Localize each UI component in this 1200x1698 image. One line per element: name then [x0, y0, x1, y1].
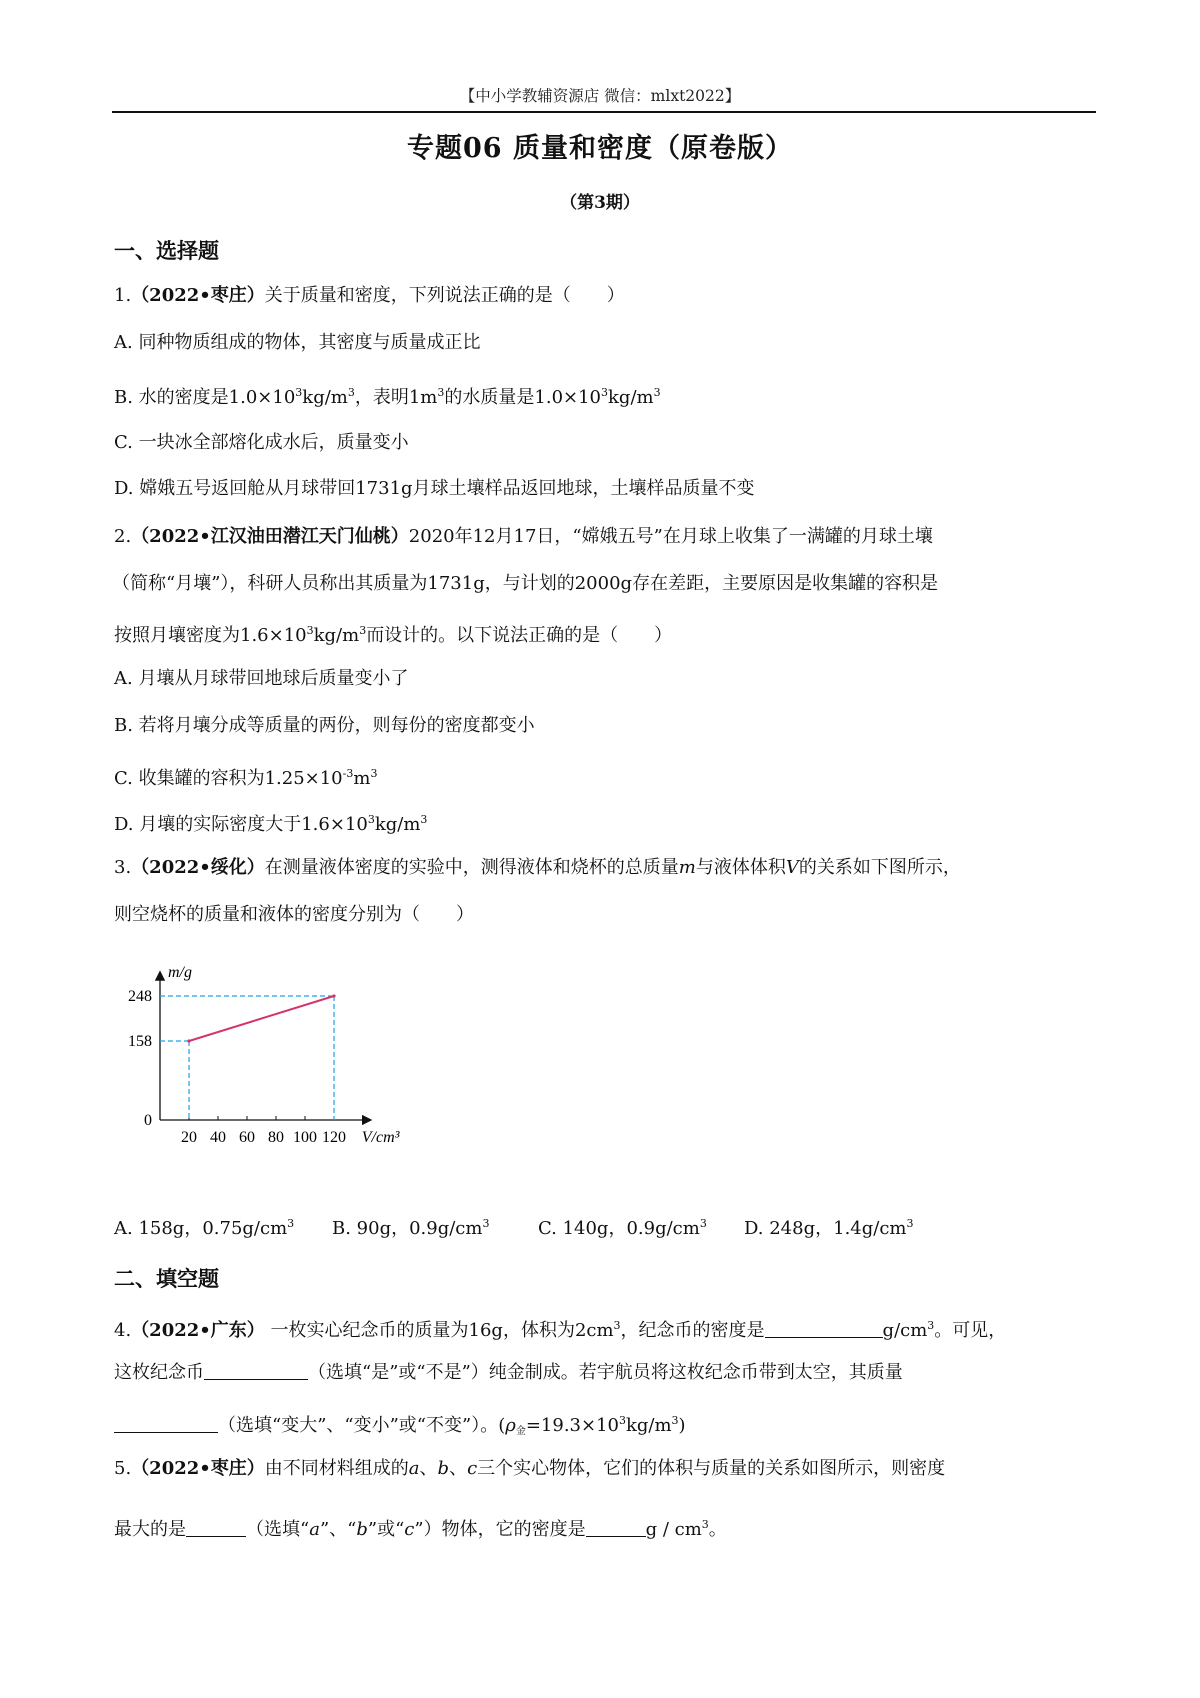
q2-source: （2022•江汉油田潜江天门仙桃） [131, 526, 409, 547]
mass-volume-chart [126, 950, 446, 1150]
section-heading-fill: 二、填空题 [114, 1266, 219, 1291]
q1-source: （2022•枣庄） [131, 285, 265, 306]
q3-number: 3. [114, 857, 132, 878]
q5-source: （2022•枣庄） [131, 1458, 265, 1479]
data-point-120 [332, 994, 335, 997]
q1-text: 关于质量和密度，下列说法正确的是（ ） [264, 285, 625, 306]
q1-b-mid2: 的水质量是 [444, 387, 535, 408]
q2-text-1: 2020年12月17日，“嫦娥五号”在月球上收集了一满罐的月球土壤 [408, 526, 933, 547]
q4-source: （2022•广东） [131, 1320, 265, 1341]
q1-option-b [114, 380, 661, 411]
q1-b-prefix: B. 水的密度是 [114, 387, 229, 408]
question-5-line2: 最大的是 （选填“a”、“b”或“c”）物体，它的密度是 g / $cm^3$。 [114, 1518, 727, 1540]
question-1-stem [114, 283, 625, 309]
q1-option-a: A. 同种物质组成的物体，其密度与质量成正比 [114, 332, 481, 353]
q1-number: 1. [114, 285, 132, 306]
q3-option-b: B. 90g，$0.9g/cm^3$ [332, 1217, 490, 1239]
series-line-segment [189, 996, 334, 1041]
data-point-20 [187, 1039, 190, 1042]
question-3-stem-line2: 则空烧杯的质量和液体的密度分别为（ ） [114, 904, 474, 925]
page-header: 【中小学教辅资源店 微信：mlxt2022】 [459, 87, 741, 105]
q4-blank-2[interactable] [204, 1361, 308, 1380]
y-tick-label-0: 0 [144, 1112, 152, 1129]
x-tick-label-20: 20 [181, 1129, 197, 1146]
q2-option-a: A. 月壤从月球带回地球后质量变小了 [114, 668, 409, 689]
question-4-line1: 4.（2022•广东） 一枚实心纪念币的质量为16g，体积为$2cm^3$，纪念币的密度是 $g/cm^3$。可见， [114, 1319, 1007, 1341]
y-tick-label-248: 248 [128, 988, 152, 1005]
q2-option-b: B. 若将月壤分成等质量的两份，则每份的密度都变小 [114, 715, 535, 736]
q2-option-c: C. 收集罐的容积为$1.25\times 10^{-3}m^3$ [114, 767, 378, 789]
x-axis-label: V/cm³ [361, 1129, 400, 1146]
page-title: 专题06 质量和密度（原卷版） [407, 133, 793, 164]
q5-blank-2[interactable] [586, 1518, 646, 1537]
x-tick-label-60: 60 [239, 1129, 255, 1146]
x-tick-label-100: 100 [293, 1129, 317, 1146]
question-3-stem-line1: 3.（2022•绥化）在测量液体密度的实验中，测得液体和烧杯的总质量m与液体体积V的关系如下图所示， [114, 857, 961, 878]
y-axis-label: m/g [168, 964, 192, 981]
x-tick-label-80: 80 [268, 1129, 284, 1146]
q1-option-c: C. 一块冰全部熔化成水后，质量变小 [114, 432, 409, 453]
q2-option-d: D. 月壤的实际密度大于$1.6\times 10^3kg/m^3$ [114, 813, 428, 835]
q1-b-value1: $1.0\times 10^3kg/m^3$ [228, 386, 355, 408]
q1-option-d: D. 嫦娥五号返回舱从月球带回1731g月球土壤样品返回地球，土壤样品质量不变 [114, 478, 755, 499]
issue-label: （第3期） [560, 193, 640, 213]
section-heading-choice: 一、选择题 [114, 238, 219, 263]
q4-blank-3[interactable] [114, 1414, 218, 1433]
q1-b-value2: $1m^3$ [408, 386, 445, 408]
q1-b-mid: ，表明 [354, 387, 409, 408]
question-4-line2: 这枚纪念币 （选填“是”或“不是”）纯金制成。若宇航员将这枚纪念币带到太空，其质量 [114, 1362, 903, 1383]
q3-source: （2022•绥化） [131, 857, 265, 878]
question-2-stem-line2: （简称“月壤”），科研人员称出其质量为1731g，与计划的2000g存在差距，主要原因是收集罐的容积是 [112, 573, 939, 594]
y-tick-label-158: 158 [128, 1033, 152, 1050]
q5-blank-1[interactable] [186, 1518, 246, 1537]
x-tick-label-40: 40 [210, 1129, 226, 1146]
q1-b-value3: $1.0\times 10^3kg/m^3$ [534, 386, 661, 408]
header-rule [112, 111, 1096, 113]
question-5-line1: 5.（2022•枣庄）由不同材料组成的a、b、c三个实心物体，它们的体积与质量的关系如图所示，则密度 [114, 1458, 946, 1479]
q3-option-c: C. 140g，$0.9g/cm^3$ [538, 1217, 707, 1239]
q4-blank-1[interactable] [765, 1319, 883, 1338]
q4-number: 4. [114, 1320, 132, 1341]
question-2-stem-line1 [114, 524, 933, 550]
q2-number: 2. [114, 526, 132, 547]
question-4-line3: （选填“变大”、“变小”或“不变”）。$(\rho_金=19.3\times 10^3kg/m^3)$ [114, 1408, 686, 1445]
x-tick-label-120: 120 [322, 1129, 346, 1146]
q5-number: 5. [114, 1458, 132, 1479]
q3-option-d: D. 248g，$1.4g/cm^3$ [744, 1217, 914, 1239]
q3-option-a: A. 158g，$0.75g/cm^3$ [114, 1217, 295, 1239]
question-2-stem-line3: 按照月壤密度为$1.6\times 10^3kg/m^3$而设计的。以下说法正确的是（ ） [114, 624, 673, 646]
